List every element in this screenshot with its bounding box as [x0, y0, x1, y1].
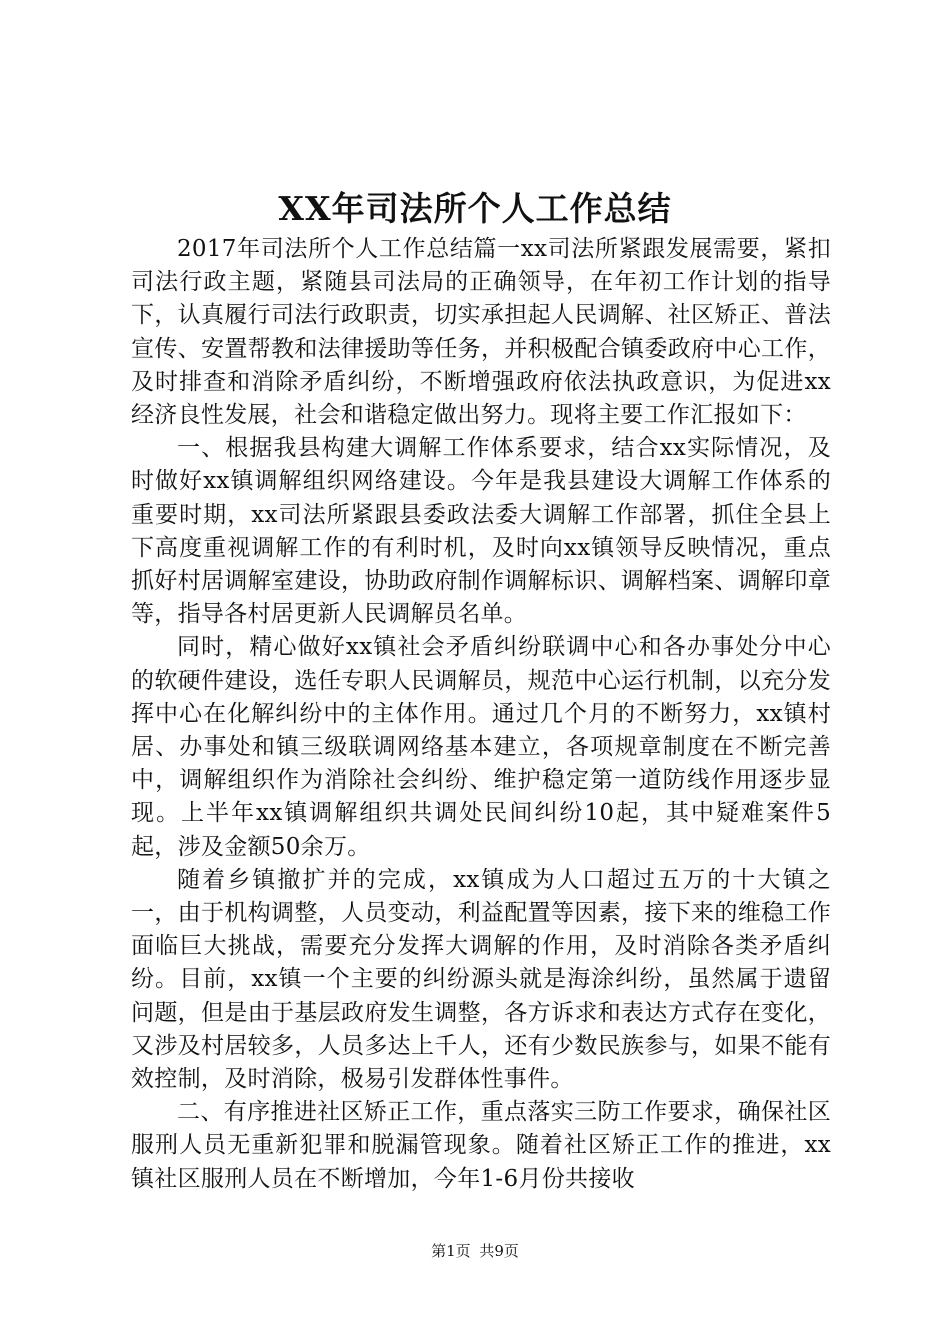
paragraph-2: 一、根据我县构建大调解工作体系要求，结合xx实际情况，及时做好xx镇调解组织网络建设。今年是我县建设大调解工作体系的重要时期，xx司法所紧跟县委政法委大调解工作部署，抓住全县上下高度重视调解工作的有利时机，及时向xx镇领导反映情况，重点抓好村居调解室建设，协助政府制作调解标识、调解档案、调解印章等，指导各村居更新人民调解员名单。 — [131, 435, 831, 628]
document-body — [131, 233, 831, 1196]
paragraph-3: 同时，精心做好xx镇社会矛盾纠纷联调中心和各办事处分中心的软硬件建设，选任专职人民调解员，规范中心运行机制，以充分发挥中心在化解纠纷中的主体作用。通过几个月的不断努力，xx镇村居、办事处和镇三级联调网络基本建立，各项规章制度在不断完善中，调解组织作为消除社会纠纷、维护稳定第一道防线作用逐步显现。上半年xx镇调解组织共调处民间纠纷10起，其中疑难案件5起，涉及金额50余万。 — [131, 634, 831, 860]
document-title: XX年司法所个人工作总结 — [278, 189, 672, 228]
paragraph-1: 2017年司法所个人工作总结篇一xx司法所紧跟发展需要，紧扣司法行政主题，紧随县司法局的正确领导，在年初工作计划的指导下，认真履行司法行政职责，切实承担起人民调解、社区矫正、普法宣传、安置帮教和法律援助等任务，并积极配合镇委政府中心工作，及时排查和消除矛盾纠纷，不断增强政府依法执政意识，为促进xx经济良性发展，社会和谐稳定做出努力。现将主要工作汇报如下： — [131, 236, 831, 429]
paragraph-4: 随着乡镇撤扩并的完成，xx镇成为人口超过五万的十大镇之一，由于机构调整，人员变动，利益配置等因素，接下来的维稳工作面临巨大挑战，需要充分发挥大调解的作用，及时消除各类矛盾纠纷。目前，xx镇一个主要的纠纷源头就是海涂纠纷，虽然属于遗留问题，但是由于基层政府发生调整，各方诉求和表达方式存在变化，又涉及村居较多，人员多达上千人，还有少数民族参与，如果不能有效控制，及时消除，极易引发群体性事件。 — [131, 866, 831, 1093]
page-footer — [0, 1240, 950, 1262]
page-number: 第1页 — [431, 1242, 471, 1260]
paragraph-5: 二、有序推进社区矫正工作，重点落实三防工作要求，确保社区服刑人员无重新犯罪和脱漏管现象。随着社区矫正工作的推进，xx镇社区服刑人员在不断增加，今年1-6月份共接收 — [131, 1099, 831, 1192]
page-total: 共9页 — [479, 1242, 519, 1260]
